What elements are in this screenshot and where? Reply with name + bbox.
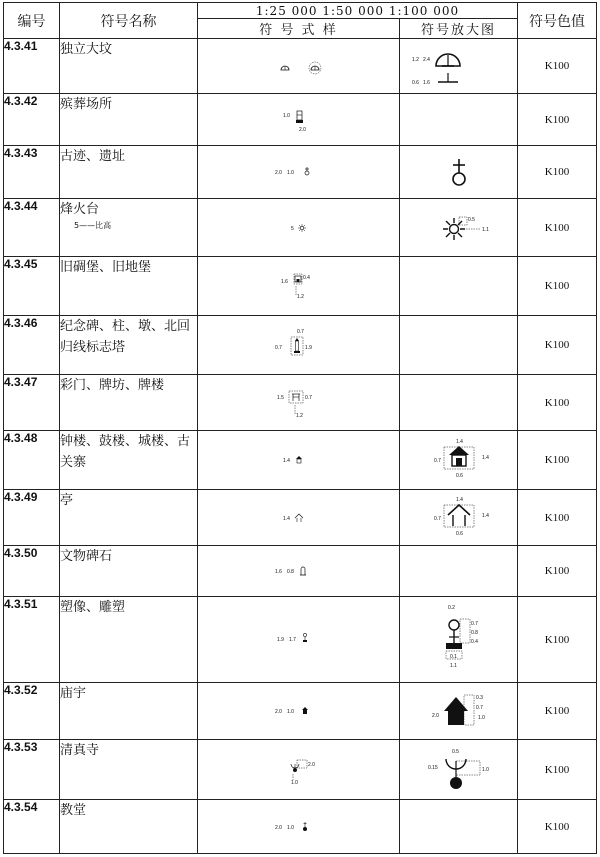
symbol-enlarged (400, 146, 518, 199)
bell-tower-sample-icon (239, 450, 359, 470)
svg-text:1.0: 1.0 (282, 112, 290, 119)
svg-text:0.3: 0.3 (475, 695, 483, 701)
svg-text:1.0: 1.0 (477, 715, 485, 721)
svg-text:1.9: 1.9 (304, 345, 312, 351)
grave-sample-icon (239, 56, 359, 76)
mosque-sample-icon (239, 752, 359, 788)
row-name: 烽火台 (60, 202, 100, 217)
row-code: 4.3.46 (4, 316, 60, 375)
svg-text:0.4: 0.4 (470, 638, 478, 645)
row-name: 殡葬场所 (60, 94, 198, 146)
svg-text:0.8: 0.8 (470, 629, 478, 636)
row-note: 5——比高 (74, 221, 112, 230)
stele-sample-icon (239, 561, 359, 581)
table-row (4, 490, 597, 546)
row-name-cell (60, 199, 198, 257)
svg-text:0.1: 0.1 (449, 653, 457, 660)
svg-text:2.0: 2.0 (307, 761, 315, 768)
svg-text:1.4: 1.4 (282, 515, 290, 522)
svg-text:1.0: 1.0 (286, 170, 294, 176)
svg-text:2.4: 2.4 (422, 57, 430, 63)
table-row (4, 94, 597, 146)
symbol-sample (198, 740, 400, 800)
svg-text:0.7: 0.7 (475, 705, 483, 711)
row-name: 亭 (60, 490, 198, 546)
row-color: K100 (518, 146, 597, 199)
statue-sample-icon (239, 625, 359, 655)
row-color: K100 (518, 800, 597, 854)
row-color: K100 (518, 740, 597, 800)
svg-text:0.7: 0.7 (296, 329, 304, 335)
symbol-sample (198, 375, 400, 431)
svg-text:0.7: 0.7 (304, 394, 312, 401)
row-code: 4.3.44 (4, 199, 60, 257)
symbol-sample (198, 94, 400, 146)
svg-text:2.0: 2.0 (298, 126, 306, 133)
svg-text:0.7: 0.7 (433, 458, 441, 464)
svg-text:0.6: 0.6 (411, 80, 419, 86)
row-name: 钟楼、鼓楼、城楼、古关寨 (60, 431, 198, 490)
svg-text:1.2: 1.2 (296, 294, 304, 300)
table-row (4, 146, 597, 199)
svg-text:1.6: 1.6 (274, 569, 282, 575)
svg-text:1.9: 1.9 (276, 636, 284, 643)
row-color: K100 (518, 546, 597, 597)
symbol-enlarged (400, 199, 518, 257)
row-name: 古迹、遗址 (60, 146, 198, 199)
row-color: K100 (518, 597, 597, 683)
svg-text:0.7: 0.7 (470, 620, 478, 627)
row-color: K100 (518, 39, 597, 94)
svg-text:1.2: 1.2 (411, 57, 419, 63)
symbol-enlarged (400, 800, 518, 854)
row-code: 4.3.47 (4, 375, 60, 431)
svg-text:1.6: 1.6 (280, 279, 288, 285)
row-name: 彩门、牌坊、牌楼 (60, 375, 198, 431)
table-row (4, 740, 597, 800)
row-color: K100 (518, 94, 597, 146)
svg-text:1.7: 1.7 (288, 636, 296, 643)
symbol-sample (198, 800, 400, 854)
archway-sample-icon (239, 383, 359, 423)
svg-text:0.6: 0.6 (455, 530, 463, 537)
statue-enlarged-icon (404, 601, 514, 679)
symbol-enlarged (400, 316, 518, 375)
svg-text:1.2: 1.2 (295, 412, 303, 419)
svg-text:1.0: 1.0 (286, 709, 294, 715)
row-code: 4.3.43 (4, 146, 60, 199)
symbol-enlarged (400, 597, 518, 683)
row-code: 4.3.49 (4, 490, 60, 546)
mosque-enlarged-icon (404, 743, 514, 797)
symbol-enlarged (400, 431, 518, 490)
symbol-sample (198, 431, 400, 490)
symbol-specification-page (3, 2, 596, 855)
table-row (4, 683, 597, 740)
header-scales: 1:25 000 1:50 000 1:100 000 (198, 3, 518, 19)
row-code: 4.3.48 (4, 431, 60, 490)
row-name: 塑像、雕塑 (60, 597, 198, 683)
symbol-sample (198, 316, 400, 375)
svg-text:1.4: 1.4 (455, 439, 463, 445)
row-color: K100 (518, 490, 597, 546)
symbol-sample (198, 257, 400, 316)
svg-text:1.4: 1.4 (282, 458, 290, 464)
svg-text:2.0: 2.0 (431, 713, 439, 719)
svg-text:0.6: 0.6 (455, 473, 463, 479)
symbol-enlarged (400, 490, 518, 546)
svg-text:0.7: 0.7 (274, 345, 282, 351)
symbol-sample (198, 199, 400, 257)
row-code: 4.3.51 (4, 597, 60, 683)
row-name: 文物碑石 (60, 546, 198, 597)
header-color: 符号色值 (518, 3, 597, 39)
svg-text:0.7: 0.7 (433, 515, 441, 522)
beacon-sample-icon (239, 218, 359, 238)
svg-text:1.0: 1.0 (290, 779, 298, 786)
row-code: 4.3.42 (4, 94, 60, 146)
blockhouse-sample-icon (239, 268, 359, 304)
beacon-enlarged-icon (404, 203, 514, 253)
svg-text:2.0: 2.0 (274, 709, 282, 715)
table-row (4, 431, 597, 490)
symbol-enlarged (400, 94, 518, 146)
svg-text:2.0: 2.0 (274, 824, 282, 831)
row-code: 4.3.53 (4, 740, 60, 800)
church-sample-icon (239, 817, 359, 837)
header-row (4, 3, 597, 19)
table-row (4, 800, 597, 854)
row-code: 4.3.50 (4, 546, 60, 597)
bell-tower-enlarged-icon (404, 435, 514, 485)
row-color: K100 (518, 316, 597, 375)
memorial-sample-icon (239, 325, 359, 365)
symbol-enlarged (400, 375, 518, 431)
pavilion-enlarged-icon (404, 493, 514, 543)
symbol-table (3, 2, 597, 854)
row-color: K100 (518, 199, 597, 257)
row-name: 庙宇 (60, 683, 198, 740)
row-code: 4.3.41 (4, 39, 60, 94)
row-code: 4.3.45 (4, 257, 60, 316)
row-code: 4.3.52 (4, 683, 60, 740)
svg-text:1.1: 1.1 (449, 662, 457, 669)
symbol-sample (198, 39, 400, 94)
row-code: 4.3.54 (4, 800, 60, 854)
symbol-enlarged (400, 257, 518, 316)
svg-text:1.4: 1.4 (455, 496, 463, 503)
symbol-sample (198, 490, 400, 546)
temple-enlarged-icon (404, 685, 514, 737)
svg-text:1.6: 1.6 (422, 80, 430, 86)
row-name: 独立大坟 (60, 39, 198, 94)
header-enlarged: 符号放大图 (400, 19, 518, 39)
table-row (4, 597, 597, 683)
funeral-sample-icon (239, 105, 359, 135)
row-color: K100 (518, 431, 597, 490)
table-row (4, 39, 597, 94)
pavilion-sample-icon (239, 508, 359, 528)
svg-text:1.0: 1.0 (481, 766, 489, 773)
row-name: 教堂 (60, 800, 198, 854)
table-row (4, 375, 597, 431)
svg-text:0.5: 0.5 (451, 748, 459, 755)
monument-sample-icon (239, 162, 359, 182)
svg-text:0.4: 0.4 (302, 275, 310, 281)
svg-text:1.4: 1.4 (481, 512, 489, 519)
svg-text:1.0: 1.0 (286, 824, 294, 831)
table-row (4, 546, 597, 597)
symbol-enlarged (400, 683, 518, 740)
row-color: K100 (518, 683, 597, 740)
svg-text:0.2: 0.2 (447, 604, 455, 611)
table-row (4, 199, 597, 257)
svg-text:0.15: 0.15 (427, 764, 438, 771)
svg-text:2.0: 2.0 (274, 170, 282, 176)
table-row (4, 257, 597, 316)
temple-sample-icon (239, 701, 359, 721)
svg-text:1.5: 1.5 (276, 394, 284, 401)
row-name: 清真寺 (60, 740, 198, 800)
svg-text:1.4: 1.4 (481, 455, 489, 461)
symbol-enlarged (400, 546, 518, 597)
row-color: K100 (518, 375, 597, 431)
row-name: 纪念碑、柱、墩、北回归线标志塔 (60, 316, 198, 375)
grave-enlarged-icon (404, 41, 514, 91)
row-color: K100 (518, 257, 597, 316)
monument-enlarged-icon (404, 150, 514, 194)
svg-text:5: 5 (290, 225, 294, 232)
header-code: 编号 (4, 3, 60, 39)
svg-text:0.8: 0.8 (286, 569, 294, 575)
symbol-sample (198, 683, 400, 740)
symbol-sample (198, 597, 400, 683)
svg-text:1.1: 1.1 (481, 226, 489, 233)
symbol-enlarged (400, 740, 518, 800)
row-name: 旧碉堡、旧地堡 (60, 257, 198, 316)
symbol-enlarged (400, 39, 518, 94)
header-sample: 符 号 式 样 (198, 19, 400, 39)
symbol-sample (198, 546, 400, 597)
table-row (4, 316, 597, 375)
header-name: 符号名称 (60, 3, 198, 39)
symbol-sample (198, 146, 400, 199)
svg-text:0.5: 0.5 (467, 216, 475, 223)
